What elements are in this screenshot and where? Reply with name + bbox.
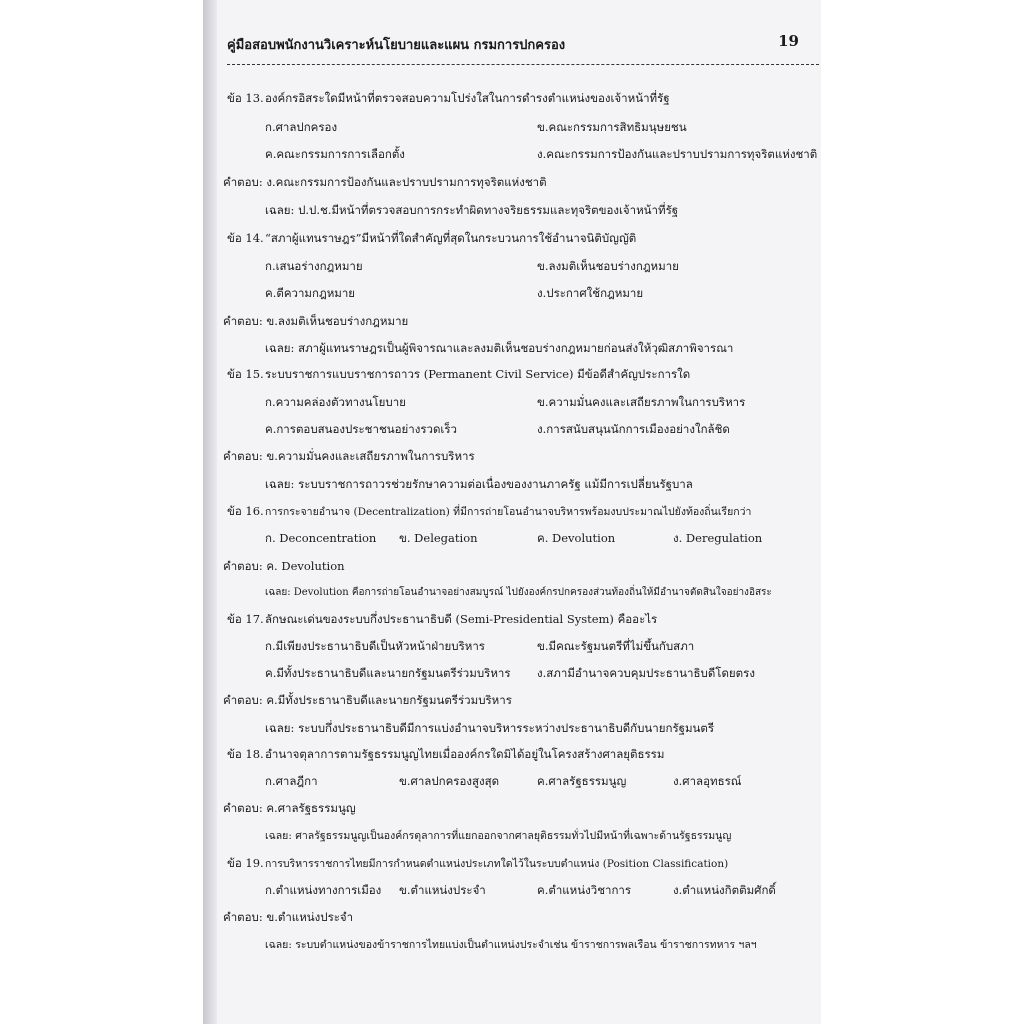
choice-d: ง.สภามีอำนาจควบคุมประธานาธิบดีโดยตรง [537,666,755,680]
question-number: ข้อ 18. [227,747,264,761]
choice-b: ข.ตำแหน่งประจำ [399,883,486,897]
page-header [227,30,799,56]
question-number: ข้อ 17. [227,612,264,626]
explanation: เฉลย: สภาผู้แทนราษฎรเป็นผู้พิจารณาและลงมติเห็นชอบร่างกฎหมายก่อนส่งให้วุฒิสภาพิจารณา [265,341,734,355]
answer-label: คำตอบ: [223,175,263,189]
choice-b: ข.คณะกรรมการสิทธิมนุษยชน [537,120,687,134]
choice-c: ค. Devolution [537,531,616,545]
question-text: “สภาผู้แทนราษฎร”มีหน้าที่ใดสำคัญที่สุดในกระบวนการใช้อำนาจนิติบัญญัติ [265,231,637,245]
question-row [227,503,751,520]
choice-row [537,146,817,162]
question-text: การบริหารราชการไทยมีการกำหนดตำแหน่งประเภทใดไว้ในระบบตำแหน่ง (Position Classification) [265,858,729,870]
answer-row [223,909,353,925]
choice-c: ค.คณะกรรมการการเลือกตั้ง [265,147,405,161]
choice-c: ค.ตีความกฎหมาย [265,286,356,300]
choice-a: ก.ศาลฎีกา [265,774,318,788]
choice-c: ค.มีทั้งประธานาธิบดีและนายกรัฐมนตรีร่วมบริหาร [265,666,511,680]
question-text: การกระจายอำนาจ (Decentralization) ที่มีการถ่ายโอนอำนาจบริหารพร้อมงบประมาณไปยังท้องถิ่นเรียกว่า [265,506,752,518]
answer-row [223,558,345,574]
question-text: ลักษณะเด่นของระบบกึ่งประธานาธิบดี (Semi-Presidential System) คืออะไร [265,612,658,626]
answer-text: ข.ลงมติเห็นชอบร่างกฎหมาย [266,314,409,328]
explanation: เฉลย: ระบบราชการถาวรช่วยรักษาความต่อเนื่องของงานภาครัฐ แม้มีการเปลี่ยนรัฐบาล [265,477,693,491]
question-number: ข้อ 16. [227,504,264,518]
choice-a: ก.มีเพียงประธานาธิบดีเป็นหัวหน้าฝ่ายบริหาร [265,639,485,653]
choice-d: ง.ศาลอุทธรณ์ [673,774,742,788]
answer-text: ค.ศาลรัฐธรรมนูญ [266,801,356,815]
choice-c: ค.ตำแหน่งวิชาการ [537,883,632,897]
answer-label: คำตอบ: [223,693,263,707]
answer-label: คำตอบ: [223,449,263,463]
answer-row [223,174,547,190]
answer-text: ง.คณะกรรมการป้องกันและปราบปรามการทุจริตแห่งชาติ [266,175,547,189]
choice-b: ข.ลงมติเห็นชอบร่างกฎหมาย [537,259,679,273]
choice-a: ก.เสนอร่างกฎหมาย [265,259,363,273]
question-row [227,230,636,246]
page-title: คู่มือสอบพนักงานวิเคราะห์นโยบายและแผน กรมการปกครอง [227,38,566,53]
answer-text: ค. Devolution [266,559,345,573]
question-row [227,366,690,382]
choice-d: ง.คณะกรรมการป้องกันและปราบปรามการทุจริตแห่งชาติ [537,147,818,161]
question-row [227,855,728,872]
question-text: ระบบราชการแบบราชการถาวร (Permanent Civil Service) มีข้อดีสำคัญประการใด [265,367,691,381]
header-divider [227,64,819,65]
choice-a: ก.ตำแหน่งทางการเมือง [265,883,382,897]
choice-d: ง.ประกาศใช้กฎหมาย [537,286,644,300]
answer-row [223,313,408,329]
question-number: ข้อ 19. [227,856,264,870]
choice-d: ง.ตำแหน่งกิตติมศักดิ์ [673,883,776,897]
answer-label: คำตอบ: [223,314,263,328]
explanation: เฉลย: ป.ป.ช.มีหน้าที่ตรวจสอบการกระทำผิดทางจริยธรรมและทุจริตของเจ้าหน้าที่รัฐ [265,203,679,217]
answer-row [223,448,475,464]
choice-row [265,119,337,135]
question-number: ข้อ 14. [227,231,264,245]
answer-row [223,692,512,708]
answer-text: ข.ความมั่นคงและเสถียรภาพในการบริหาร [266,449,475,463]
choice-row [265,146,405,162]
book-spine-shadow [203,0,217,1024]
question-text: อำนาจตุลาการตามรัฐธรรมนูญไทยเมื่อองค์กรใดมิได้อยู่ในโครงสร้างศาลยุติธรรม [265,747,665,761]
answer-label: คำตอบ: [223,910,263,924]
choice-b: ข. Delegation [399,531,478,545]
page-number: 19 [778,32,799,50]
question-number: ข้อ 15. [227,367,264,381]
choice-c: ค.ศาลรัฐธรรมนูญ [537,774,627,788]
choice-b: ข.มีคณะรัฐมนตรีที่ไม่ขึ้นกับสภา [537,639,695,653]
explanation: เฉลย: ศาลรัฐธรรมนูญเป็นองค์กรตุลาการที่แยกออกจากศาลยุติธรรมทั่วไปมีหน้าที่เฉพาะด้านรัฐธรรมนูญ [265,830,732,842]
choice-a: ก.ศาลปกครอง [265,120,338,134]
explanation: เฉลย: ระบบตำแหน่งของข้าราชการไทยแบ่งเป็นตำแหน่งประจำเช่น ข้าราชการพลเรือน ข้าราชการทหาร ฯลฯ [265,939,757,951]
choice-d: ง.การสนับสนุนนักการเมืองอย่างใกล้ชิด [537,422,730,436]
explanation: เฉลย: ระบบกึ่งประธานาธิบดีมีการแบ่งอำนาจบริหารระหว่างประธานาธิบดีกับนายกรัฐมนตรี [265,721,715,735]
choice-d: ง. Deregulation [673,531,763,545]
answer-text: ข.ตำแหน่งประจำ [266,910,354,924]
answer-label: คำตอบ: [223,559,263,573]
answer-row [223,800,356,816]
question-text: องค์กรอิสระใดมีหน้าที่ตรวจสอบความโปร่งใสในการดำรงตำแหน่งของเจ้าหน้าที่รัฐ [265,91,670,105]
choice-b: ข.ความมั่นคงและเสถียรภาพในการบริหาร [537,395,746,409]
explanation: เฉลย: Devolution คือการถ่ายโอนอำนาจอย่างสมบูรณ์ ไปยังองค์กรปกครองส่วนท้องถิ่นให้มีอำนาจตัดสินใจอย่างอิสระ [265,587,772,598]
question-row [227,90,670,106]
answer-text: ค.มีทั้งประธานาธิบดีและนายกรัฐมนตรีร่วมบริหาร [266,693,512,707]
choice-a: ก. Deconcentration [265,531,377,545]
question-number: ข้อ 13. [227,91,264,105]
question-row [227,746,664,762]
question-row [227,611,657,627]
choice-b: ข.ศาลปกครองสูงสุด [399,774,500,788]
book-page [203,0,821,1024]
choice-row [537,119,687,135]
choice-c: ค.การตอบสนองประชาชนอย่างรวดเร็ว [265,422,457,436]
answer-label: คำตอบ: [223,801,263,815]
choice-a: ก.ความคล่องตัวทางนโยบาย [265,395,406,409]
